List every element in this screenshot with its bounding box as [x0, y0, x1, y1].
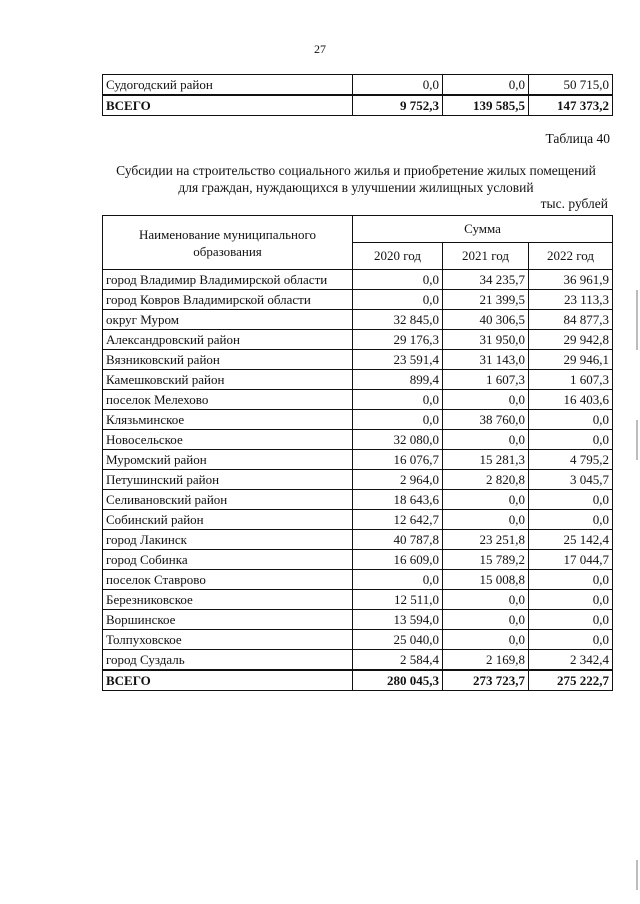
value-2022-cell: 16 403,6	[529, 390, 613, 410]
value-2021-cell: 34 235,7	[443, 270, 529, 290]
value-2020-cell: 899,4	[353, 370, 443, 390]
value-2021-cell: 31 143,0	[443, 350, 529, 370]
header-name-column: Наименование муниципального образования	[103, 216, 353, 270]
municipality-name-cell: Клязьминское	[103, 410, 353, 430]
table-row	[103, 450, 613, 470]
previous-table-body	[103, 75, 613, 116]
value-2021-cell: 1 607,3	[443, 370, 529, 390]
value-2020-cell: 0,0	[353, 270, 443, 290]
value-2022-cell: 17 044,7	[529, 550, 613, 570]
value-2022-cell: 50 715,0	[529, 75, 613, 96]
table-row	[103, 550, 613, 570]
value-2020-cell: 16 076,7	[353, 450, 443, 470]
table-row	[103, 590, 613, 610]
total-row	[103, 95, 613, 116]
municipality-name-cell: Камешковский район	[103, 370, 353, 390]
value-2021-cell: 0,0	[443, 510, 529, 530]
value-2022-cell: 0,0	[529, 630, 613, 650]
municipality-name-cell: Муромский район	[103, 450, 353, 470]
table-row	[103, 530, 613, 550]
value-2020-cell: 0,0	[353, 75, 443, 96]
value-2020-cell: 32 845,0	[353, 310, 443, 330]
value-2020-cell: 2 964,0	[353, 470, 443, 490]
value-2021-cell: 23 251,8	[443, 530, 529, 550]
municipality-name-cell: Березниковское	[103, 590, 353, 610]
scan-edge-mark	[636, 420, 638, 460]
value-2020-cell: 2 584,4	[353, 650, 443, 671]
table-row	[103, 350, 613, 370]
header-sum-column: Сумма	[353, 216, 613, 243]
units-label: тыс. рублей	[540, 196, 608, 211]
value-2022-cell: 0,0	[529, 410, 613, 430]
table-row	[103, 470, 613, 490]
municipality-name-cell: Новосельское	[103, 430, 353, 450]
value-2020-cell: 0,0	[353, 390, 443, 410]
title-line-1: Субсидии на строительство социального жилья и приобретение жилых помещений	[116, 163, 596, 178]
municipality-name-cell: Судогодский район	[103, 75, 353, 96]
table-row	[103, 650, 613, 671]
table-row	[103, 630, 613, 650]
value-2022-cell: 4 795,2	[529, 450, 613, 470]
table-row	[103, 490, 613, 510]
municipality-name-cell: Собинский район	[103, 510, 353, 530]
value-2021-cell: 31 950,0	[443, 330, 529, 350]
municipality-name-cell: город Владимир Владимирской области	[103, 270, 353, 290]
value-2022-cell: 0,0	[529, 430, 613, 450]
total-row	[103, 670, 613, 691]
value-2020-cell: 12 511,0	[353, 590, 443, 610]
value-2021-cell: 2 169,8	[443, 650, 529, 671]
table-row	[103, 270, 613, 290]
value-2020-cell: 16 609,0	[353, 550, 443, 570]
value-2022-cell: 0,0	[529, 570, 613, 590]
value-2020-cell: 40 787,8	[353, 530, 443, 550]
table-row	[103, 370, 613, 390]
value-2020-cell: 0,0	[353, 290, 443, 310]
value-2022-cell: 23 113,3	[529, 290, 613, 310]
value-2021-cell: 40 306,5	[443, 310, 529, 330]
value-2022-cell: 1 607,3	[529, 370, 613, 390]
table-row	[103, 570, 613, 590]
municipality-name-cell: Петушинский район	[103, 470, 353, 490]
page-number: 27	[314, 42, 326, 56]
value-2020-cell: 23 591,4	[353, 350, 443, 370]
table-row	[103, 330, 613, 350]
value-2021-cell: 2 820,8	[443, 470, 529, 490]
value-2020-cell: 18 643,6	[353, 490, 443, 510]
municipality-name-cell: Воршинское	[103, 610, 353, 630]
title-line-2: для граждан, нуждающихся в улучшении жилищных условий	[178, 180, 534, 195]
header-year-2021: 2021 год	[443, 243, 529, 270]
header-row-top	[103, 216, 613, 243]
value-2021-cell: 15 008,8	[443, 570, 529, 590]
value-2021-cell: 21 399,5	[443, 290, 529, 310]
table-title	[0, 162, 640, 196]
table-label: Таблица 40	[545, 131, 610, 146]
value-2020-cell: 32 080,0	[353, 430, 443, 450]
table-row	[103, 310, 613, 330]
municipality-name-cell: Селивановский район	[103, 490, 353, 510]
scan-edge-mark	[636, 290, 638, 350]
municipality-name-cell: округ Муром	[103, 310, 353, 330]
table-row	[103, 390, 613, 410]
table-row	[103, 410, 613, 430]
table-row	[103, 430, 613, 450]
municipality-name-cell: город Суздаль	[103, 650, 353, 671]
table-row	[103, 610, 613, 630]
value-2022-cell: 0,0	[529, 490, 613, 510]
total-2020-cell: 280 045,3	[353, 670, 443, 691]
total-2021-cell: 139 585,5	[443, 95, 529, 116]
value-2022-cell: 0,0	[529, 610, 613, 630]
value-2022-cell: 29 942,8	[529, 330, 613, 350]
total-2022-cell: 275 222,7	[529, 670, 613, 691]
value-2022-cell: 2 342,4	[529, 650, 613, 671]
table-row	[103, 290, 613, 310]
value-2020-cell: 25 040,0	[353, 630, 443, 650]
total-label-cell: ВСЕГО	[103, 95, 353, 116]
value-2021-cell: 0,0	[443, 430, 529, 450]
municipality-name-cell: город Ковров Владимирской области	[103, 290, 353, 310]
value-2022-cell: 25 142,4	[529, 530, 613, 550]
municipality-name-cell: город Лакинск	[103, 530, 353, 550]
value-2020-cell: 0,0	[353, 410, 443, 430]
value-2021-cell: 0,0	[443, 590, 529, 610]
value-2022-cell: 0,0	[529, 590, 613, 610]
municipality-name-cell: Вязниковский район	[103, 350, 353, 370]
value-2021-cell: 0,0	[443, 390, 529, 410]
value-2022-cell: 0,0	[529, 510, 613, 530]
value-2021-cell: 15 281,3	[443, 450, 529, 470]
value-2022-cell: 29 946,1	[529, 350, 613, 370]
value-2021-cell: 0,0	[443, 610, 529, 630]
total-2022-cell: 147 373,2	[529, 95, 613, 116]
total-2020-cell: 9 752,3	[353, 95, 443, 116]
municipality-name-cell: город Собинка	[103, 550, 353, 570]
municipality-name-cell: Александровский район	[103, 330, 353, 350]
scan-edge-mark	[636, 860, 638, 890]
municipality-name-cell: Толпуховское	[103, 630, 353, 650]
value-2021-cell: 38 760,0	[443, 410, 529, 430]
total-2021-cell: 273 723,7	[443, 670, 529, 691]
value-2021-cell: 0,0	[443, 630, 529, 650]
municipality-name-cell: поселок Мелехово	[103, 390, 353, 410]
header-year-2020: 2020 год	[353, 243, 443, 270]
value-2021-cell: 0,0	[443, 490, 529, 510]
municipality-name-cell: поселок Ставрово	[103, 570, 353, 590]
value-2021-cell: 0,0	[443, 75, 529, 96]
value-2021-cell: 15 789,2	[443, 550, 529, 570]
value-2020-cell: 0,0	[353, 570, 443, 590]
value-2020-cell: 12 642,7	[353, 510, 443, 530]
table-row	[103, 510, 613, 530]
previous-table-continuation	[102, 74, 613, 116]
value-2020-cell: 29 176,3	[353, 330, 443, 350]
value-2022-cell: 3 045,7	[529, 470, 613, 490]
subsidies-table	[102, 215, 613, 691]
header-year-2022: 2022 год	[529, 243, 613, 270]
table-row	[103, 75, 613, 96]
value-2022-cell: 84 877,3	[529, 310, 613, 330]
value-2022-cell: 36 961,9	[529, 270, 613, 290]
total-label-cell: ВСЕГО	[103, 670, 353, 691]
value-2020-cell: 13 594,0	[353, 610, 443, 630]
subsidies-table-body	[103, 270, 613, 691]
